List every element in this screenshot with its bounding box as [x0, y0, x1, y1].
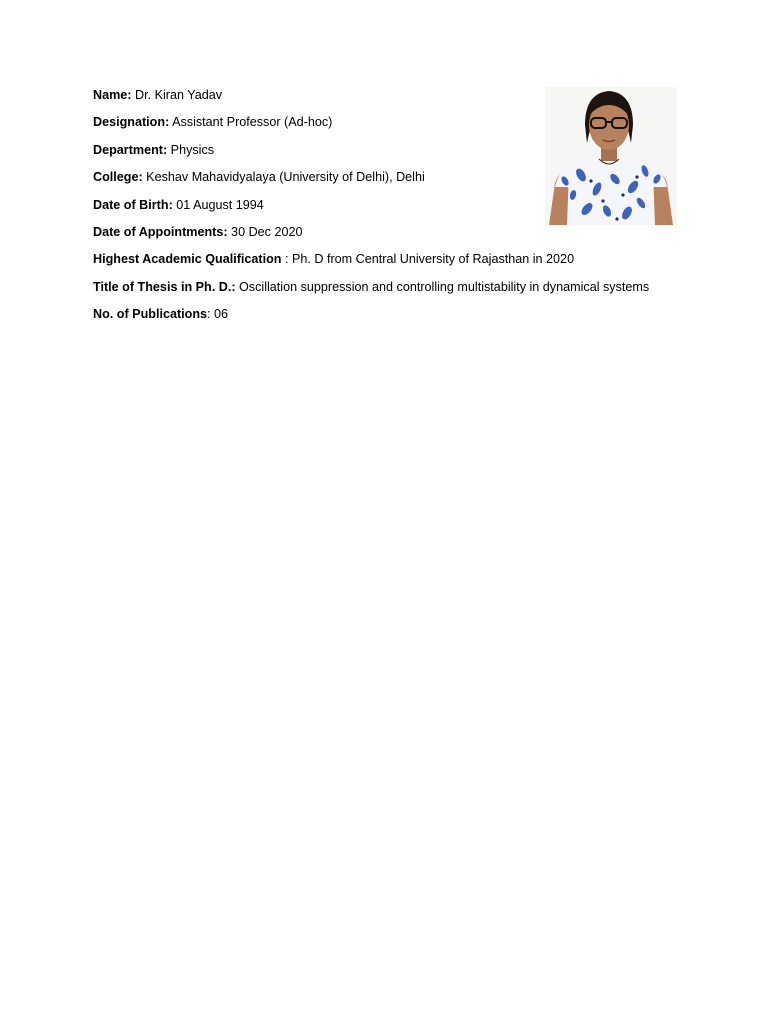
field-college-value: Keshav Mahavidyalaya (University of Delhi), Delhi	[142, 170, 425, 185]
field-thesis-title-value: Oscillation suppression and controlling multistability in dynamical systems	[235, 279, 650, 294]
field-publications-label: No. of Publications	[93, 307, 208, 322]
field-department-label: Department:	[93, 142, 168, 157]
field-designation-value: Assistant Professor (Ad-hoc)	[169, 115, 333, 130]
field-name-label: Name:	[93, 88, 132, 102]
field-department-value: Physics	[167, 142, 215, 157]
field-date-of-appointment-value: 30 Dec 2020	[227, 224, 303, 239]
profile-photo	[545, 87, 677, 225]
field-highest-qualification-value: : Ph. D from Central University of Rajasthan in 2020	[281, 252, 575, 267]
field-designation-label: Designation:	[93, 115, 170, 130]
portrait-illustration	[545, 87, 677, 225]
field-date-of-birth-value: 01 August 1994	[172, 197, 264, 212]
field-name-value: Dr. Kiran Yadav	[131, 88, 223, 102]
field-date-of-appointment	[93, 224, 693, 251]
field-publications-value: : 06	[207, 307, 229, 322]
field-thesis-title-label: Title of Thesis in Ph. D.:	[93, 279, 236, 294]
field-highest-qualification-label: Highest Academic Qualification	[93, 252, 282, 267]
field-date-of-appointment-label: Date of Appointments:	[93, 224, 228, 239]
field-date-of-birth-label: Date of Birth:	[93, 197, 173, 212]
field-publications	[93, 306, 693, 333]
field-highest-qualification	[93, 251, 693, 278]
field-college-label: College:	[93, 170, 143, 185]
field-thesis-title	[93, 279, 693, 306]
